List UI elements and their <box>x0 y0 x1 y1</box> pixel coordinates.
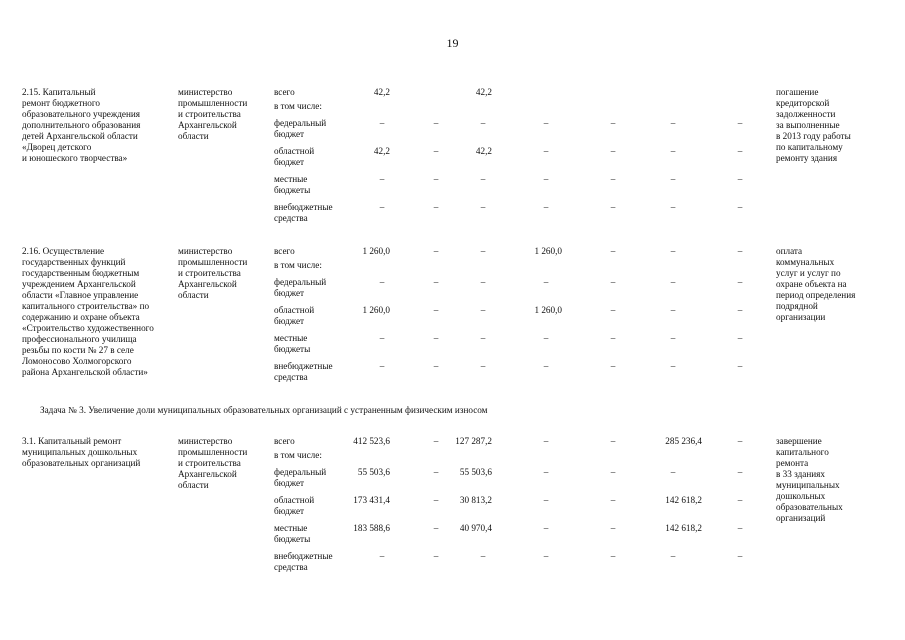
empty-value-dash: – <box>610 551 616 561</box>
empty-value-dash: – <box>433 523 439 533</box>
funding-source-label: в том числе: <box>274 260 322 270</box>
empty-value-dash: – <box>610 495 616 505</box>
empty-value-dash: – <box>433 436 439 446</box>
amount-value: 55 503,6 <box>459 467 492 477</box>
funding-source-label: всего <box>274 246 295 256</box>
executor-name: министерство промышленности и строительства Архангельской области <box>178 87 248 141</box>
amount-value: 183 588,6 <box>353 523 390 533</box>
empty-value-dash: – <box>433 333 439 343</box>
amount-value: 127 287,2 <box>455 436 492 446</box>
amount-value: 42,2 <box>475 87 492 97</box>
empty-value-dash: – <box>543 523 549 533</box>
amount-value: 412 523,6 <box>353 436 390 446</box>
empty-value-dash: – <box>379 118 385 128</box>
amount-value: 142 618,2 <box>665 495 702 505</box>
empty-value-dash: – <box>670 174 676 184</box>
funding-source-label: внебюджетные средства <box>274 202 333 223</box>
empty-value-dash: – <box>480 246 486 256</box>
empty-value-dash: – <box>433 495 439 505</box>
empty-value-dash: – <box>610 523 616 533</box>
empty-value-dash: – <box>433 202 439 212</box>
task-heading: Задача № 3. Увеличение доли муниципальных образовательных организаций с устраненным физическим износом <box>40 405 488 415</box>
funding-source-label: областной бюджет <box>274 146 315 167</box>
empty-value-dash: – <box>480 118 486 128</box>
empty-value-dash: – <box>737 333 743 343</box>
funding-source-label: областной бюджет <box>274 495 315 516</box>
empty-value-dash: – <box>737 551 743 561</box>
funding-source-label: всего <box>274 87 295 97</box>
empty-value-dash: – <box>379 551 385 561</box>
empty-value-dash: – <box>737 202 743 212</box>
empty-value-dash: – <box>543 436 549 446</box>
funding-source-label: местные бюджеты <box>274 174 311 195</box>
amount-value: 173 431,4 <box>353 495 390 505</box>
empty-value-dash: – <box>433 146 439 156</box>
expected-result: оплата коммунальных услуг и услуг по охране объекта на период определения подрядной организации <box>776 246 856 322</box>
empty-value-dash: – <box>737 174 743 184</box>
amount-value: 1 260,0 <box>362 246 390 256</box>
funding-source-label: федеральный бюджет <box>274 467 327 488</box>
amount-value: 40 970,4 <box>459 523 492 533</box>
empty-value-dash: – <box>480 305 486 315</box>
empty-value-dash: – <box>737 523 743 533</box>
page-number: 19 <box>446 36 459 50</box>
empty-value-dash: – <box>480 551 486 561</box>
empty-value-dash: – <box>610 146 616 156</box>
empty-value-dash: – <box>379 174 385 184</box>
empty-value-dash: – <box>737 277 743 287</box>
empty-value-dash: – <box>433 174 439 184</box>
funding-source-label: в том числе: <box>274 101 322 111</box>
empty-value-dash: – <box>543 467 549 477</box>
empty-value-dash: – <box>737 305 743 315</box>
empty-value-dash: – <box>670 305 676 315</box>
funding-source-label: внебюджетные средства <box>274 551 333 572</box>
empty-value-dash: – <box>379 333 385 343</box>
measure-description: 3.1. Капитальный ремонт муниципальных дошкольных образовательных организаций <box>22 436 141 468</box>
empty-value-dash: – <box>737 467 743 477</box>
amount-value: 42,2 <box>475 146 492 156</box>
empty-value-dash: – <box>480 333 486 343</box>
funding-source-label: областной бюджет <box>274 305 315 326</box>
funding-source-label: федеральный бюджет <box>274 277 327 298</box>
empty-value-dash: – <box>610 202 616 212</box>
empty-value-dash: – <box>543 333 549 343</box>
empty-value-dash: – <box>433 551 439 561</box>
empty-value-dash: – <box>670 118 676 128</box>
empty-value-dash: – <box>379 277 385 287</box>
amount-value: 30 813,2 <box>459 495 492 505</box>
measure-description: 2.16. Осуществление государственных функций государственным бюджетным учреждением Архангельской области «Главное управление капитального строительства» по содержанию и охране объекта «Строительство художественного профессионального училища резьбы по кости № 27 в селе Ломоносово Холмогорского района Архангельской области» <box>22 246 154 377</box>
empty-value-dash: – <box>433 246 439 256</box>
empty-value-dash: – <box>433 118 439 128</box>
executor-name: министерство промышленности и строительства Архангельской области <box>178 246 248 300</box>
empty-value-dash: – <box>610 305 616 315</box>
empty-value-dash: – <box>670 277 676 287</box>
empty-value-dash: – <box>737 495 743 505</box>
funding-source-label: всего <box>274 436 295 446</box>
empty-value-dash: – <box>433 467 439 477</box>
amount-value: 285 236,4 <box>665 436 702 446</box>
empty-value-dash: – <box>543 202 549 212</box>
empty-value-dash: – <box>543 551 549 561</box>
empty-value-dash: – <box>433 361 439 371</box>
empty-value-dash: – <box>610 361 616 371</box>
empty-value-dash: – <box>480 277 486 287</box>
empty-value-dash: – <box>480 174 486 184</box>
expected-result: завершение капитального ремонта в 33 зданиях муниципальных дошкольных образовательных организаций <box>776 436 843 523</box>
empty-value-dash: – <box>610 246 616 256</box>
empty-value-dash: – <box>433 305 439 315</box>
empty-value-dash: – <box>670 146 676 156</box>
empty-value-dash: – <box>610 467 616 477</box>
empty-value-dash: – <box>610 333 616 343</box>
empty-value-dash: – <box>737 146 743 156</box>
empty-value-dash: – <box>610 277 616 287</box>
amount-value: 142 618,2 <box>665 523 702 533</box>
amount-value: 55 503,6 <box>357 467 390 477</box>
empty-value-dash: – <box>610 118 616 128</box>
empty-value-dash: – <box>670 202 676 212</box>
empty-value-dash: – <box>737 246 743 256</box>
empty-value-dash: – <box>543 277 549 287</box>
empty-value-dash: – <box>480 361 486 371</box>
funding-source-label: федеральный бюджет <box>274 118 327 139</box>
empty-value-dash: – <box>379 361 385 371</box>
empty-value-dash: – <box>543 174 549 184</box>
amount-value: 1 260,0 <box>534 246 562 256</box>
empty-value-dash: – <box>670 246 676 256</box>
funding-source-label: местные бюджеты <box>274 333 311 354</box>
empty-value-dash: – <box>670 333 676 343</box>
amount-value: 1 260,0 <box>534 305 562 315</box>
amount-value: 42,2 <box>373 87 390 97</box>
amount-value: 1 260,0 <box>362 305 390 315</box>
empty-value-dash: – <box>670 361 676 371</box>
empty-value-dash: – <box>670 551 676 561</box>
expected-result: погашение кредиторской задолженности за выполненные в 2013 году работы по капитальному ремонту здания <box>776 87 851 163</box>
empty-value-dash: – <box>737 118 743 128</box>
empty-value-dash: – <box>543 146 549 156</box>
empty-value-dash: – <box>610 436 616 446</box>
empty-value-dash: – <box>543 361 549 371</box>
empty-value-dash: – <box>480 202 486 212</box>
empty-value-dash: – <box>737 436 743 446</box>
empty-value-dash: – <box>543 495 549 505</box>
funding-source-label: внебюджетные средства <box>274 361 333 382</box>
empty-value-dash: – <box>610 174 616 184</box>
empty-value-dash: – <box>670 467 676 477</box>
funding-source-label: местные бюджеты <box>274 523 311 544</box>
empty-value-dash: – <box>737 361 743 371</box>
executor-name: министерство промышленности и строительства Архангельской области <box>178 436 248 490</box>
empty-value-dash: – <box>543 118 549 128</box>
measure-description: 2.15. Капитальный ремонт бюджетного образовательного учреждения дополнительного образования детей Архангельской области «Дворец детского и юношеского творчества» <box>22 87 141 163</box>
empty-value-dash: – <box>433 277 439 287</box>
funding-source-label: в том числе: <box>274 450 322 460</box>
amount-value: 42,2 <box>373 146 390 156</box>
empty-value-dash: – <box>379 202 385 212</box>
